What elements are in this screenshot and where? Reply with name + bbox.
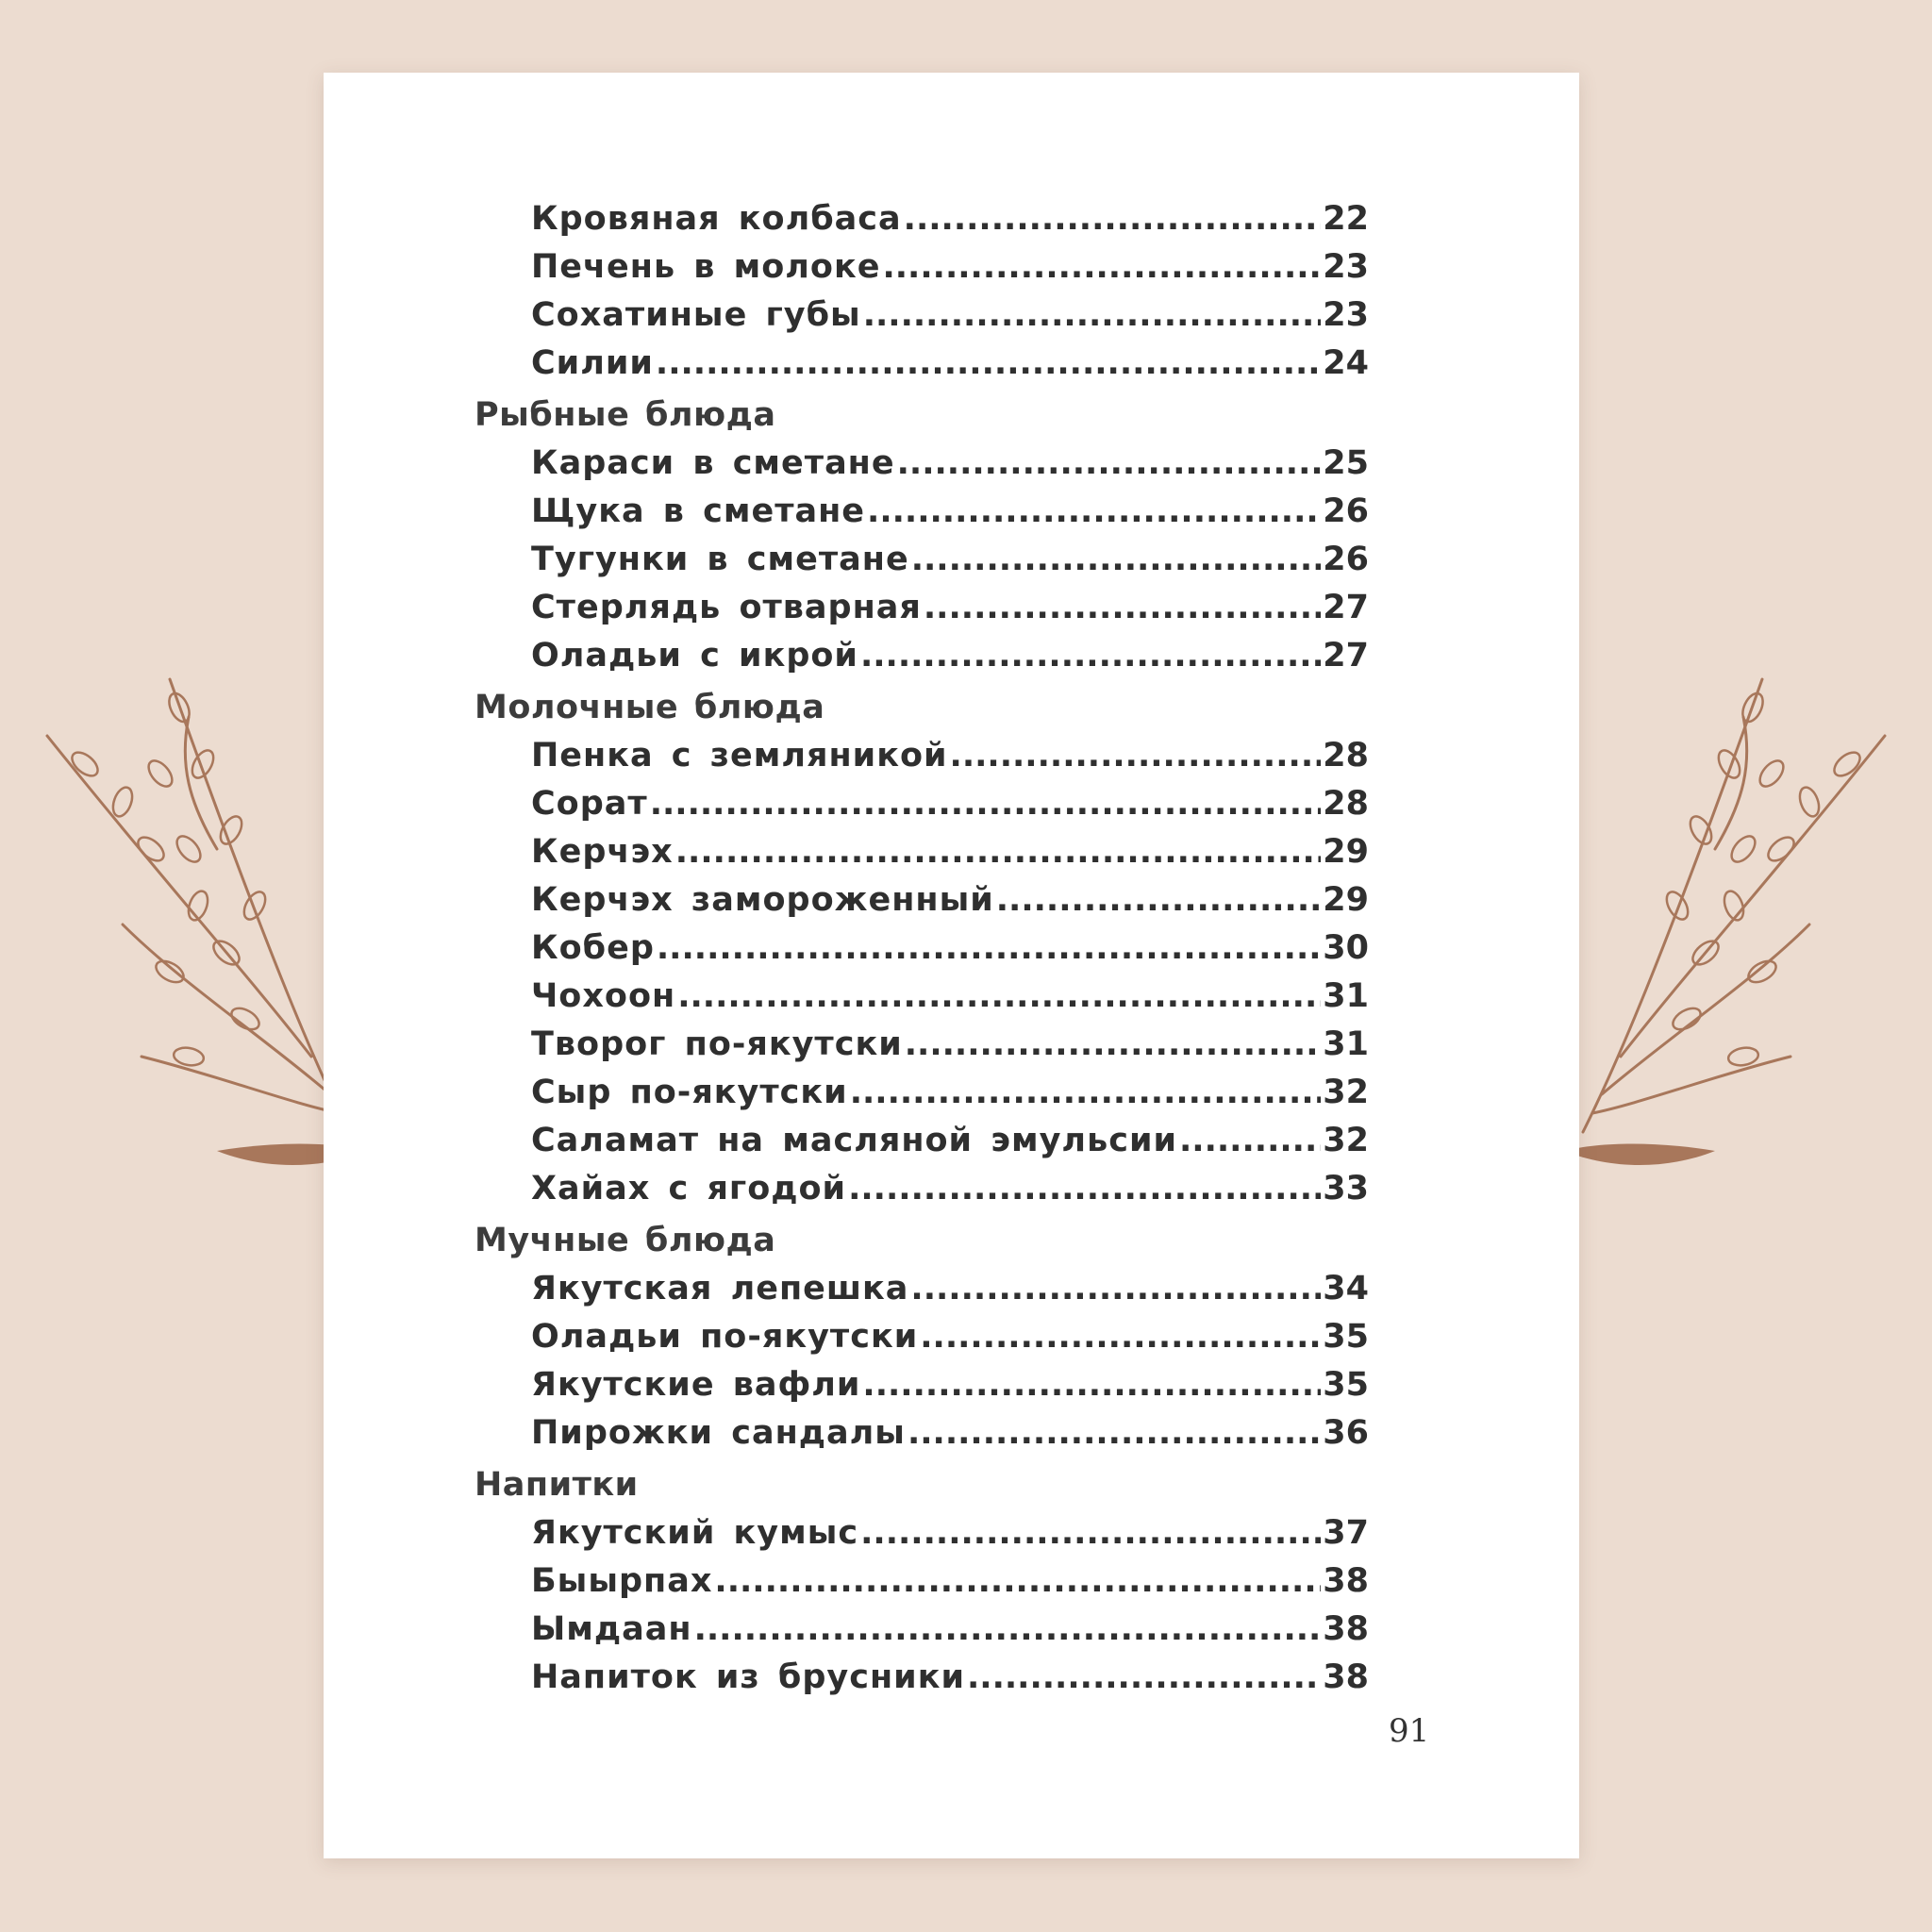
entry-title: Караси в сметане [531, 444, 895, 482]
entry-page-number: 27 [1323, 589, 1369, 626]
dot-leader [862, 1361, 1321, 1409]
entry-title: Кобер [531, 929, 655, 967]
entry-page-number: 38 [1323, 1610, 1369, 1648]
entry-title: Саламат на масляной эмульсии [531, 1122, 1177, 1159]
entry-title: Керчэх [531, 833, 674, 871]
toc-entry [531, 924, 1369, 973]
entry-page-number: 29 [1323, 881, 1369, 919]
dot-leader [905, 1021, 1322, 1069]
dot-leader [967, 1654, 1321, 1702]
toc-entry [531, 1021, 1369, 1069]
dot-leader [714, 1557, 1321, 1606]
dot-leader [867, 488, 1321, 536]
toc-entry [531, 1654, 1369, 1702]
entry-title: Печень в молоке [531, 248, 881, 286]
dot-leader [904, 195, 1322, 243]
page-number: 91 [1389, 1712, 1430, 1750]
entry-title: Якутские вафли [531, 1366, 861, 1404]
toc-entry [531, 1606, 1369, 1654]
entry-page-number: 27 [1323, 637, 1369, 675]
toc-entry [531, 536, 1369, 584]
entry-title: Сыр по-якутски [531, 1074, 848, 1111]
entry-page-number: 37 [1323, 1514, 1369, 1552]
entry-page-number: 23 [1323, 296, 1369, 334]
entry-page-number: 38 [1323, 1658, 1369, 1696]
entry-title: Кровяная колбаса [531, 200, 902, 238]
toc-entry [531, 440, 1369, 488]
section-heading: Молочные блюда [475, 689, 825, 726]
entry-title: Керчэх замороженный [531, 881, 994, 919]
entry-page-number: 22 [1323, 200, 1369, 238]
dot-leader [657, 924, 1321, 973]
toc-entry [531, 1361, 1369, 1409]
entry-page-number: 24 [1323, 344, 1369, 382]
toc-entry [531, 1265, 1369, 1313]
toc-entry [531, 780, 1369, 828]
toc-entry [531, 488, 1369, 536]
toc-entry [531, 828, 1369, 876]
dot-leader [996, 876, 1322, 924]
dot-leader [920, 1313, 1321, 1361]
entry-page-number: 32 [1323, 1122, 1369, 1159]
toc-entry [531, 1165, 1369, 1213]
section-heading: Рыбные блюда [475, 396, 776, 434]
toc-entry [531, 632, 1369, 680]
dot-leader [1179, 1117, 1321, 1165]
toc-entry [531, 973, 1369, 1021]
entry-page-number: 34 [1323, 1270, 1369, 1307]
dot-leader [694, 1606, 1322, 1654]
dot-leader [650, 780, 1322, 828]
entry-page-number: 28 [1323, 737, 1369, 774]
toc-entry [531, 1069, 1369, 1117]
entry-title: Тугунки в сметане [531, 541, 909, 578]
entry-page-number: 23 [1323, 248, 1369, 286]
entry-title: Напиток из брусники [531, 1658, 965, 1696]
dot-leader [863, 291, 1322, 340]
dot-leader [848, 1165, 1321, 1213]
dot-leader [882, 243, 1321, 291]
entry-page-number: 29 [1323, 833, 1369, 871]
entry-page-number: 32 [1323, 1074, 1369, 1111]
dot-leader [908, 1409, 1321, 1457]
entry-title: Стерлядь отварная [531, 589, 922, 626]
entry-page-number: 36 [1323, 1414, 1369, 1452]
book-page [324, 73, 1579, 1858]
dot-leader [656, 340, 1321, 388]
entry-page-number: 25 [1323, 444, 1369, 482]
entry-title: Пенка с земляникой [531, 737, 948, 774]
toc-entry [531, 195, 1369, 243]
entry-page-number: 26 [1323, 492, 1369, 530]
entry-title: Щука в сметане [531, 492, 866, 530]
entry-title: Якутская лепешка [531, 1270, 909, 1307]
entry-title: Ымдаан [531, 1610, 692, 1648]
entry-title: Пирожки сандалы [531, 1414, 906, 1452]
entry-page-number: 33 [1323, 1170, 1369, 1208]
toc-entry [531, 340, 1369, 388]
dot-leader [860, 632, 1321, 680]
dot-leader [924, 584, 1321, 632]
entry-title: Чохоон [531, 977, 676, 1015]
toc-entry [531, 1557, 1369, 1606]
entry-page-number: 30 [1323, 929, 1369, 967]
entry-page-number: 31 [1323, 977, 1369, 1015]
toc-entry [531, 876, 1369, 924]
entry-title: Хайах с ягодой [531, 1170, 847, 1208]
dot-leader [897, 440, 1322, 488]
entry-title: Быырпах [531, 1562, 713, 1600]
dot-leader [677, 973, 1321, 1021]
entry-title: Сохатиные губы [531, 296, 861, 334]
toc-entry [531, 1509, 1369, 1557]
toc-entry [531, 732, 1369, 780]
section-heading: Мучные блюда [475, 1222, 776, 1259]
section-heading: Напитки [475, 1466, 639, 1504]
dot-leader [850, 1069, 1322, 1117]
entry-page-number: 28 [1323, 785, 1369, 823]
dot-leader [860, 1509, 1321, 1557]
entry-title: Творог по-якутски [531, 1025, 903, 1063]
entry-page-number: 31 [1323, 1025, 1369, 1063]
dot-leader [910, 1265, 1321, 1313]
toc-entry [531, 584, 1369, 632]
pussy-willow-branch-icon [28, 660, 368, 1189]
entry-page-number: 26 [1323, 541, 1369, 578]
toc-entry [531, 1117, 1369, 1165]
table-of-contents [475, 195, 1691, 1702]
entry-page-number: 38 [1323, 1562, 1369, 1600]
entry-title: Якутский кумыс [531, 1514, 859, 1552]
dot-leader [675, 828, 1322, 876]
entry-title: Оладьи по-якутски [531, 1318, 919, 1356]
dot-leader [950, 732, 1322, 780]
entry-page-number: 35 [1323, 1318, 1369, 1356]
toc-entry [531, 291, 1369, 340]
toc-entry [531, 243, 1369, 291]
entry-title: Сорат [531, 785, 648, 823]
entry-title: Силии [531, 344, 654, 382]
entry-title: Оладьи с икрой [531, 637, 858, 675]
toc-entry [531, 1409, 1369, 1457]
toc-entry [531, 1313, 1369, 1361]
dot-leader [911, 536, 1322, 584]
entry-page-number: 35 [1323, 1366, 1369, 1404]
